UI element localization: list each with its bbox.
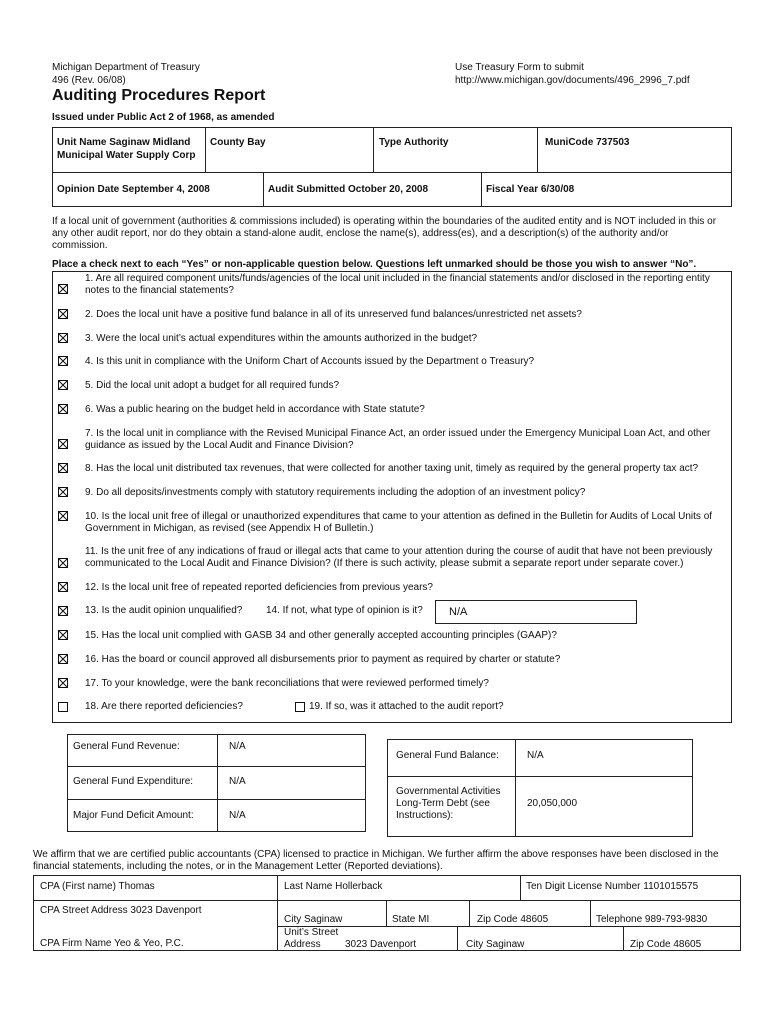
unit-name-value-line2: Municipal Water Supply Corp bbox=[57, 150, 196, 161]
cpa-col-sep bbox=[590, 900, 591, 927]
submit-url[interactable]: http://www.michigan.gov/documents/496_2996_7.pdf bbox=[455, 75, 690, 86]
unit-col-sep bbox=[205, 127, 206, 173]
q9-checkbox[interactable] bbox=[58, 487, 68, 497]
gf-expenditure-value[interactable]: N/A bbox=[229, 776, 246, 787]
q17-text: 17. To your knowledge, were the bank reconciliations that were reviewed performed timely? bbox=[85, 678, 489, 689]
cpa-telephone[interactable]: Telephone 989-793-9830 bbox=[596, 914, 708, 925]
q5-text: 5. Did the local unit adopt a budget for all required funds? bbox=[85, 380, 340, 391]
q16-text: 16. Has the board or council approved all disbursements prior to payment as required by charter or statute? bbox=[85, 654, 561, 665]
county-value: Bay bbox=[247, 137, 266, 148]
unit-street-label-2: Address bbox=[284, 939, 321, 950]
q14-text: 14. If not, what type of opinion is it? bbox=[266, 605, 423, 616]
cpa-col-sep bbox=[520, 875, 521, 901]
q14-answer-value: N/A bbox=[449, 606, 468, 618]
affirm-line-1: We affirm that we are certified public accountants (CPA) licensed to practice in Michigan. We further affirm the above responses have been disclosed in the bbox=[33, 849, 719, 860]
q15-text: 15. Has the local unit complied with GASB 34 and other generally accepted accounting principles (GAAP)? bbox=[85, 630, 557, 641]
q17-checkbox[interactable] bbox=[58, 678, 68, 688]
q11-checkbox[interactable] bbox=[58, 558, 68, 568]
audit-submitted-value: October 20, 2008 bbox=[348, 184, 429, 195]
fund-col-sep bbox=[217, 734, 218, 832]
cpa-row-sep bbox=[33, 900, 741, 901]
major-deficit-value[interactable]: N/A bbox=[229, 810, 246, 821]
q2-text: 2. Does the local unit have a positive fund balance in all of its unreserved fund balances/unrestricted net assets? bbox=[85, 309, 582, 320]
gov-debt-value[interactable]: 20,050,000 bbox=[527, 798, 578, 809]
cpa-city[interactable]: City Saginaw bbox=[284, 914, 343, 925]
q15-checkbox[interactable] bbox=[58, 630, 68, 640]
cpa-col-sep bbox=[469, 900, 470, 927]
gov-debt-label-3: Instructions): bbox=[396, 810, 454, 821]
type-field[interactable] bbox=[379, 137, 448, 149]
gf-balance-value[interactable]: N/A bbox=[527, 750, 544, 761]
gov-debt-label-2: Long-Term Debt (see bbox=[396, 798, 490, 809]
q4-text: 4. Is this unit in compliance with the Uniform Chart of Accounts issued by the Department o Treasury? bbox=[85, 356, 535, 367]
unit-street-label-1: Unit’s Street bbox=[284, 927, 339, 938]
cpa-street-address[interactable]: CPA Street Address 3023 Davenport bbox=[40, 905, 202, 916]
q19-text: 19. If so, was it attached to the audit report? bbox=[309, 701, 504, 712]
intro-line-3: commission. bbox=[52, 240, 108, 251]
cpa-col-sep bbox=[623, 926, 624, 951]
fiscal-year-field[interactable] bbox=[486, 184, 574, 196]
q1-text: 1. Are all required component units/funds/agencies of the local unit included in the financial statements and/or disclosed in the reporting entity bbox=[85, 273, 710, 284]
unit-city[interactable]: City Saginaw bbox=[466, 939, 525, 950]
gf-revenue-label: General Fund Revenue: bbox=[73, 741, 180, 752]
q1-checkbox[interactable] bbox=[58, 284, 68, 294]
unit-col-sep bbox=[373, 127, 374, 173]
major-deficit-label: Major Fund Deficit Amount: bbox=[73, 810, 194, 821]
unit-table-divider bbox=[52, 172, 732, 173]
q4-checkbox[interactable] bbox=[58, 356, 68, 366]
type-value: Authority bbox=[404, 137, 449, 148]
unit-name-field[interactable] bbox=[57, 137, 190, 149]
municode-value: 737503 bbox=[596, 137, 630, 148]
cpa-last-name[interactable]: Last Name Hollerback bbox=[284, 881, 383, 892]
q11-text-line2: communicated to the Local Audit and Finance Division? (If there is such activity, please submit a separate report under separate cover.) bbox=[85, 558, 684, 569]
affirm-line-2: financial statements, including the notes, or in the Management Letter (Reported deviations). bbox=[33, 861, 443, 872]
municode-label: MuniCode bbox=[545, 137, 594, 148]
opinion-date-field[interactable] bbox=[57, 184, 210, 196]
q18-checkbox[interactable] bbox=[58, 702, 68, 712]
intro-line-1: If a local unit of government (authorities & commissions included) is operating within the boundaries of the audited entity and is NOT included in this or bbox=[52, 216, 717, 227]
cpa-license-number[interactable]: Ten Digit License Number 1101015575 bbox=[526, 881, 699, 892]
cpa-col-sep bbox=[277, 875, 278, 951]
opinion-date-label: Opinion Date bbox=[57, 184, 120, 195]
audit-submitted-field[interactable] bbox=[268, 184, 428, 196]
q10-text: 10. Is the local unit free of illegal or unauthorized expenditures that came to your attention as defined in the Bulletin for Audits of Local Units of bbox=[85, 511, 713, 522]
q10-checkbox[interactable] bbox=[58, 511, 68, 521]
fiscal-year-label: Fiscal Year bbox=[486, 184, 539, 195]
q13-checkbox[interactable] bbox=[58, 606, 68, 616]
q3-text: 3. Were the local unit’s actual expenditures within the amounts authorized in the budget? bbox=[85, 333, 478, 344]
unit-name-value: Saginaw Midland bbox=[109, 137, 191, 148]
cpa-zip[interactable]: Zip Code 48605 bbox=[477, 914, 549, 925]
q13-text: 13. Is the audit opinion unqualified? bbox=[85, 605, 243, 616]
cpa-col-sep bbox=[457, 926, 458, 951]
gf-revenue-value[interactable]: N/A bbox=[229, 741, 246, 752]
q3-checkbox[interactable] bbox=[58, 333, 68, 343]
q8-text: 8. Has the local unit distributed tax revenues, that were collected for another taxing unit, timely as required by the general property tax act? bbox=[85, 463, 699, 474]
type-label: Type bbox=[379, 137, 402, 148]
q6-checkbox[interactable] bbox=[58, 404, 68, 414]
page-title: Auditing Procedures Report bbox=[52, 87, 266, 104]
q5-checkbox[interactable] bbox=[58, 380, 68, 390]
q11-text: 11. Is the unit free of any indications of fraud or illegal acts that came to your attention during the course of audit that have not been previously bbox=[85, 546, 713, 557]
county-label: County bbox=[210, 137, 245, 148]
cpa-first-name[interactable]: CPA (First name) Thomas bbox=[40, 881, 155, 892]
unit-street-value[interactable]: 3023 Davenport bbox=[345, 939, 417, 950]
unit-col-sep bbox=[263, 172, 264, 207]
submit-note: Use Treasury Form to submit bbox=[455, 62, 584, 73]
instruction: Place a check next to each “Yes” or non-applicable question below. Questions left unmarked should be those you wish to answer “No”. bbox=[52, 259, 697, 270]
gf-expenditure-label: General Fund Expenditure: bbox=[73, 776, 194, 787]
q18-text: 18. Are there reported deficiencies? bbox=[85, 701, 243, 712]
q6-text: 6. Was a public hearing on the budget held in accordance with State statute? bbox=[85, 404, 425, 415]
gf-balance-label: General Fund Balance: bbox=[396, 750, 499, 761]
q12-text: 12. Is the local unit free of repeated reported deficiencies from previous years? bbox=[85, 582, 433, 593]
q7-checkbox[interactable] bbox=[58, 439, 68, 449]
fiscal-year-value: 6/30/08 bbox=[540, 184, 575, 195]
q12-checkbox[interactable] bbox=[58, 582, 68, 592]
cpa-col-sep bbox=[386, 900, 387, 927]
q2-checkbox[interactable] bbox=[58, 309, 68, 319]
unit-name-label: Unit Name bbox=[57, 137, 107, 148]
q8-checkbox[interactable] bbox=[58, 463, 68, 473]
issued-note: Issued under Public Act 2 of 1968, as amended bbox=[52, 112, 275, 123]
q9-text: 9. Do all deposits/investments comply with statutory requirements including the adoption of an investment policy? bbox=[85, 487, 586, 498]
cpa-firm-name[interactable]: CPA Firm Name Yeo & Yeo, P.C. bbox=[40, 938, 184, 949]
q7-text: 7. Is the local unit in compliance with the Revised Municipal Finance Act, an order issued under the Emergency Municipal Loan Act, and other bbox=[85, 428, 711, 439]
q19-checkbox[interactable] bbox=[295, 702, 305, 712]
gov-debt-label-1: Governmental Activities bbox=[396, 786, 501, 797]
q16-checkbox[interactable] bbox=[58, 654, 68, 664]
unit-zip[interactable]: Zip Code 48605 bbox=[630, 939, 702, 950]
dept-name: Michigan Department of Treasury bbox=[52, 62, 200, 73]
municode-field[interactable] bbox=[545, 137, 629, 149]
unit-col-sep bbox=[481, 172, 482, 207]
q7-text-line2: guidance as issued by the Local Audit and Finance Division? bbox=[85, 440, 354, 451]
audit-submitted-label: Audit Submitted bbox=[268, 184, 346, 195]
county-field[interactable] bbox=[210, 137, 266, 149]
q10-text-line2: Government in Michigan, as revised (see Appendix H of Bulletin.) bbox=[85, 523, 374, 534]
q1-text-line2: notes to the financial statements? bbox=[85, 285, 234, 296]
unit-col-sep bbox=[537, 127, 538, 173]
form-revision: 496 (Rev. 06/08) bbox=[52, 75, 126, 86]
opinion-date-value: September 4, 2008 bbox=[122, 184, 210, 195]
fund-col-sep bbox=[515, 739, 516, 837]
cpa-row-sep bbox=[277, 926, 741, 927]
intro-line-2: any other audit report, nor do they obtain a stand-alone audit, enclose the name(s), address(es), and a description(s) of the authority and/or bbox=[52, 228, 669, 239]
fund-row-sep bbox=[387, 776, 693, 777]
cpa-state[interactable]: State MI bbox=[392, 914, 430, 925]
